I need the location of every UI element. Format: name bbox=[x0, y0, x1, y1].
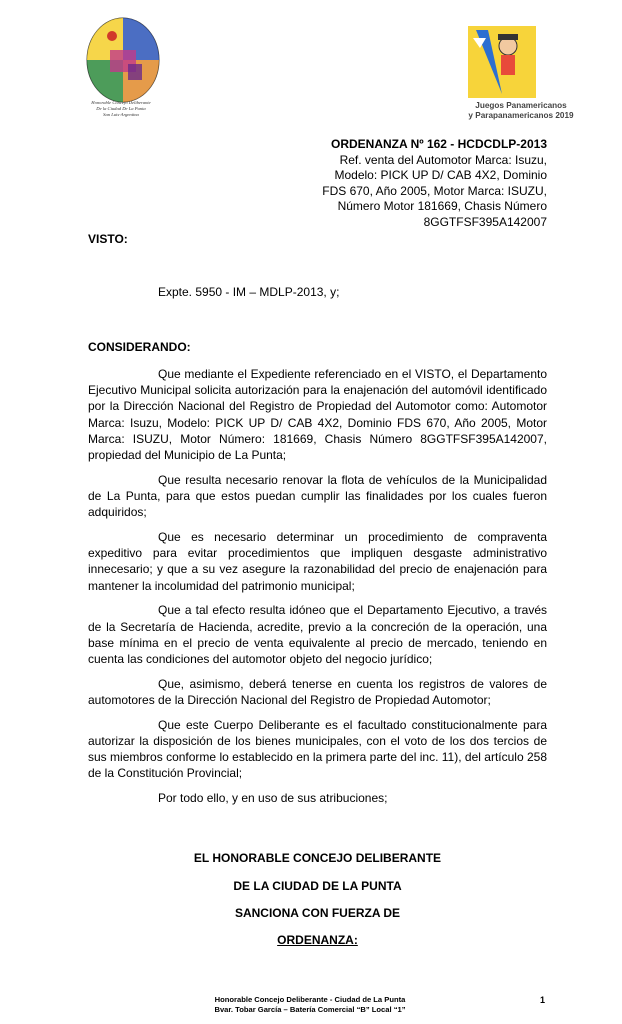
reference-line: Modelo: PICK UP D/ CAB 4X2, Dominio bbox=[334, 168, 547, 183]
caption-line: San Luis-Argentina bbox=[103, 112, 139, 117]
sanciona-line: SANCIONA CON FUERZA DE bbox=[234, 906, 401, 920]
considerando-heading: CONSIDERANDO: bbox=[88, 340, 191, 354]
paragraph: Que, asimismo, deberá tenerse en cuenta los registros de valores de automotores de la Dirección Nacional del Registro de Propiedad Automotor; bbox=[88, 676, 547, 708]
paragraph: Que este Cuerpo Deliberante es el facultado constitucionalmente para autorizar la disposición de los bienes municipales, con el voto de los dos tercios de sus miembros conforme lo establecido en la primera parte del inc. 11), del artículo 258 de la Constitución Provincial; bbox=[88, 717, 547, 781]
caption-line: Juegos Panamericanos bbox=[475, 101, 567, 110]
reference-line: Número Motor 181669, Chasis Número bbox=[337, 199, 547, 214]
paragraph: Por todo ello, y en uso de sus atribuciones; bbox=[158, 791, 388, 806]
caption-line: y Parapanamericanos 2019 bbox=[468, 111, 574, 120]
considerando-body bbox=[88, 366, 547, 815]
ordinance-title: ORDENANZA Nº 162 - HCDCDLP-2013 bbox=[331, 137, 547, 151]
paragraph: Que resulta necesario renovar la flota de vehículos de la Municipalidad de La Punta, para que estos puedan cumplir las finalidades por los cuales fueron adquiridos; bbox=[88, 472, 547, 520]
sanciona-line: EL HONORABLE CONCEJO DELIBERANTE bbox=[193, 851, 442, 865]
page-footer bbox=[150, 995, 470, 1014]
paragraph: Que a tal efecto resulta idóneo que el Departamento Ejecutivo, a través de la Secretaría de Hacienda, acredite, previo a la concreción de la operación, una base mínima en el precio de venta equivalente al precio de mercado, teniendo en cuenta las condiciones del automotor objeto del negocio jurídico; bbox=[88, 603, 547, 667]
reference-line: Ref. venta del Automotor Marca: Isuzu, bbox=[339, 152, 547, 167]
reference-line: FDS 670, Año 2005, Motor Marca: ISUZU, bbox=[322, 183, 547, 198]
ordenanza-heading bbox=[88, 933, 547, 947]
concejo-logo bbox=[82, 14, 164, 106]
reference-line: 8GGTFSF395A142007 bbox=[423, 214, 547, 229]
paragraph: Que mediante el Expediente referenciado en el VISTO, el Departamento Ejecutivo Municipal solicita autorización para la enajenación del automóvil identificado por la Dirección Nacional del Registro de Propiedad del Automotor como: Automotor Marca: Isuzu, Modelo: PICK UP D/ CAB 4X2, Dominio FDS 670, Año 2005, Motor Marca: ISUZU, Motor Número: 181669, Chasis Número 8GGTFSF395A142007, propiedad del Municipio de La Punta; bbox=[88, 367, 547, 463]
paragraph: Que es necesario determinar un procedimiento de compraventa expeditivo para evitar procedimientos que impliquen desgaste administrativo innecesario; y que a su vez asegure la razonabilidad del precio de enajenación para mantener la incolumidad del patrimonio municipal; bbox=[88, 530, 547, 593]
expediente-text: Expte. 5950 - IM – MDLP-2013, y; bbox=[158, 285, 340, 299]
sanciona-line: DE LA CIUDAD DE LA PUNTA bbox=[233, 879, 402, 893]
panamericanos-logo bbox=[468, 26, 536, 98]
caption-line: De la Ciudad De La Punta bbox=[96, 106, 146, 111]
panamericanos-caption bbox=[436, 101, 606, 121]
concejo-logo-caption bbox=[66, 100, 176, 118]
ordinance-header bbox=[247, 137, 547, 231]
footer-line: Bvar. Tobar García – Batería Comercial “B” Local “1” bbox=[214, 1004, 406, 1014]
ordenanza-heading-text: ORDENANZA: bbox=[277, 933, 358, 947]
caption-line: Honorable Concejo Deliberante bbox=[91, 100, 151, 105]
visto-heading: VISTO: bbox=[88, 232, 128, 246]
footer-line: Honorable Concejo Deliberante - Ciudad de La Punta bbox=[214, 995, 406, 1004]
page-number: 1 bbox=[540, 995, 546, 1005]
